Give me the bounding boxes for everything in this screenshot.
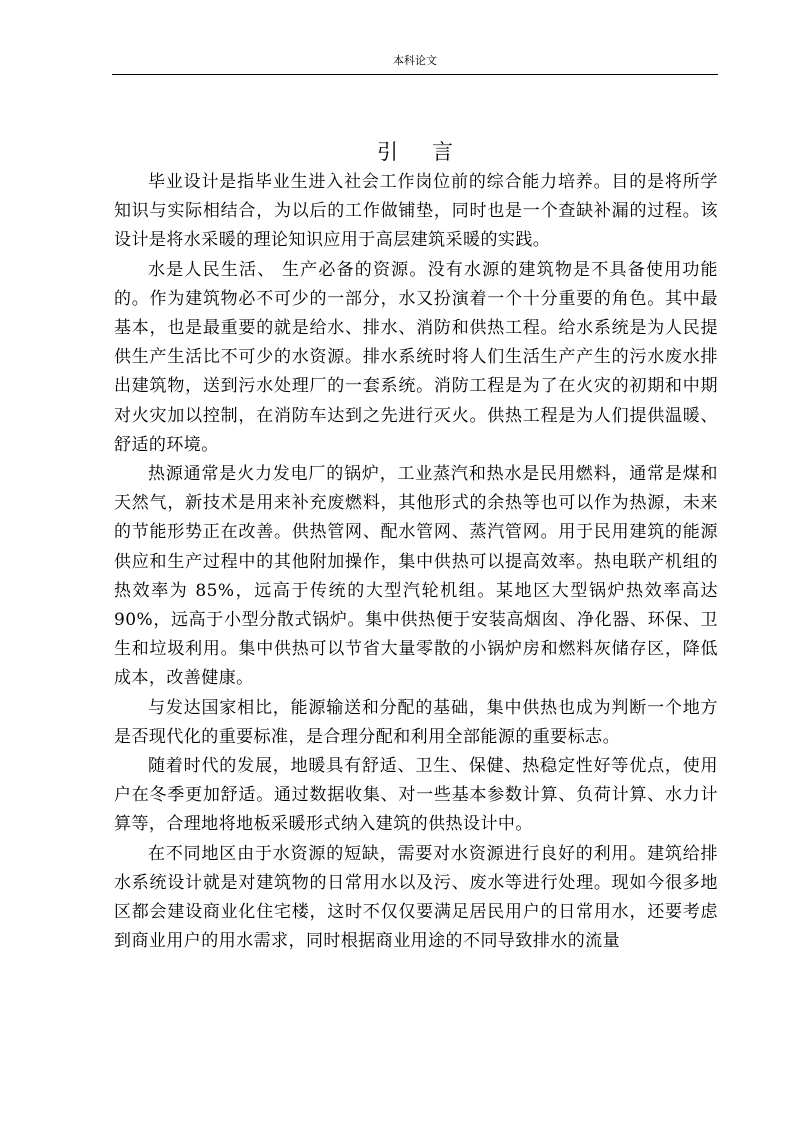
paragraph: 水是人民生活、 生产必备的资源。没有水源的建筑物是不具备使用功能的。作为建筑物必不可少的一部分，水又扮演着一个十分重要的角色。其中最基本，也是最重要的就是给水、排水、消防和供热工程。给水系统是为人民提供生产生活比不可少的水资源。排水系统时将人们生活生产产生的污水废水排出建筑物，送到污水处理厂的一套系统。消防工程是为了在火灾的初期和中期对火灾加以控制，在消防车达到之先进行灭火。供热工程是为人们提供温暖、舒适的环境。	[114, 259, 718, 455]
paragraph: 在不同地区由于水资源的短缺，需要对水资源进行良好的利用。建筑给排水系统设计就是对建筑物的日常用水以及污、废水等进行处理。现如今很多地区都会建设商业化住宅楼，这时不仅仅要满足居民用户的日常用水，还要考虑到商业用户的用水需求，同时根据商业用途的不同导致排水的流量	[114, 843, 718, 952]
page-header	[112, 54, 718, 75]
page-title: 引言	[377, 140, 487, 164]
paragraph: 毕业设计是指毕业生进入社会工作岗位前的综合能力培养。目的是将所学知识与实际相结合，为以后的工作做铺垫，同时也是一个查缺补漏的过程。该设计是将水采暖的理论知识应用于高层建筑采暖的实践。	[114, 172, 718, 251]
document-body	[114, 168, 718, 956]
paragraph: 热源通常是火力发电厂的锅炉，工业蒸汽和热水是民用燃料，通常是煤和天然气，新技术是用来补充废燃料，其他形式的余热等也可以作为热源，未来的节能形势正在改善。供热管网、配水管网、蒸汽管网。用于民用建筑的能源供应和生产过程中的其他附加操作，集中供热可以提高效率。热电联产机组的热效率为 85%，远高于传统的大型汽轮机组。某地区大型锅炉热效率高达 90%，远高于小型分散式锅炉。集中供热便于安装高烟囱、净化器、环保、卫生和垃圾利用。集中供热可以节省大量零散的小锅炉房和燃料灰储存区，降低成本，改善健康。	[114, 464, 718, 689]
header-text: 本科论文	[393, 54, 437, 67]
paragraph: 与发达国家相比，能源输送和分配的基础，集中供热也成为判断一个地方是否现代化的重要标准，是合理分配和利用全部能源的重要标志。	[114, 697, 718, 747]
paragraph: 随着时代的发展，地暖具有舒适、卫生、保健、热稳定性好等优点，使用户在冬季更加舒适。通过数据收集、对一些基本参数计算、负荷计算、水力计算等，合理地将地板采暖形式纳入建筑的供热设计中。	[114, 756, 718, 835]
